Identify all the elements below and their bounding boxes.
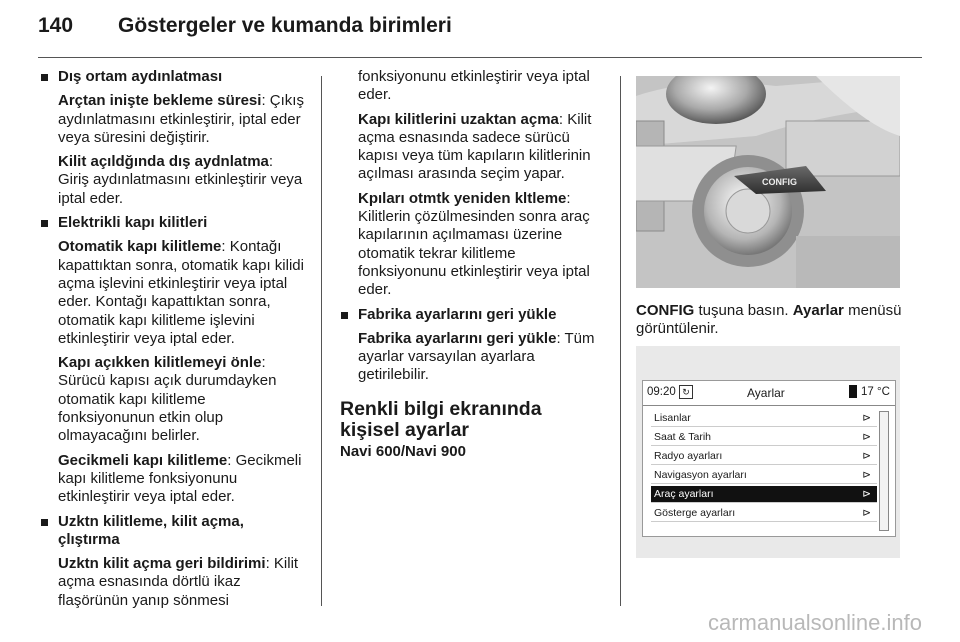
page-title: Göstergeler ve kumanda birimleri: [118, 14, 452, 37]
page-number: 140: [38, 14, 74, 37]
caption-text: menüsü görüntülenir.: [636, 302, 902, 338]
menu-item-label: Radyo ayarları: [654, 450, 723, 462]
header-divider: [38, 57, 922, 58]
photo-caption: [636, 302, 906, 345]
menu-item[interactable]: [651, 448, 877, 465]
temperature: 17 °C: [861, 386, 890, 398]
term: Kpıları otmtk yeniden kltleme: [358, 189, 567, 207]
description: : Kilit açma esnasında sadece sürücü kapısı veya tüm kapıların kilitlerinin açılması arasında seçim yapar.: [358, 110, 592, 183]
section-heading: [40, 68, 306, 86]
paragraph: fonksiyonunu etkinleştirir veya iptal eder.: [358, 68, 590, 104]
subheading: Navi 600/Navi 900: [340, 442, 466, 460]
bullet-square-icon: [41, 74, 48, 81]
menu-item-selected[interactable]: [651, 486, 877, 503]
menu-item-label: Gösterge ayarları: [654, 507, 736, 519]
description: : Gecikmeli kapı kilitleme fonksiyonunu etkinleştirir veya iptal eder.: [58, 451, 302, 506]
menu-item[interactable]: [651, 467, 877, 484]
description: : Kilit açma esnasında dörtlü ikaz flaşörünün yanıp sönmesi: [58, 555, 299, 609]
caption-bold: Ayarlar: [792, 302, 844, 319]
paragraph: [40, 153, 306, 208]
arrow-right-icon: ⊳: [862, 507, 871, 519]
settings-screen-illustration: [636, 346, 900, 558]
section-heading-text: Uzktn kilitleme, kilit açma, çlıştırma: [58, 512, 244, 548]
sync-icon: ↻: [679, 385, 693, 399]
section-heading-text: Fabrika ayarlarını geri yükle: [358, 305, 557, 323]
arrow-right-icon: ⊳: [862, 431, 871, 443]
caption-text: tuşuna basın.: [694, 302, 793, 319]
arrow-right-icon: ⊳: [862, 450, 871, 462]
paragraph: [340, 190, 604, 300]
arrow-right-icon: ⊳: [862, 469, 871, 481]
menu-item-label: Navigasyon ayarları: [654, 469, 747, 481]
scrollbar[interactable]: [879, 411, 889, 531]
bullet-square-icon: [341, 312, 348, 319]
paragraph: [40, 555, 306, 610]
description: : Kontağı kapattıktan sonra, otomatik kapı kilidi açma işlevini etkinleştirir veya iptal eder. Kontağı kapattıktan sonra, otomatik kapı kilitleme işlevini etkinleştirir veya iptal eder.: [58, 238, 304, 347]
watermark: carmanualsonline.info: [707, 610, 922, 635]
term: Kapı kilitlerini uzaktan açma: [358, 110, 559, 128]
column-divider-1: [321, 76, 322, 606]
description: : Çıkış aydınlatmasını etkinleştirir, iptal eder veya süresini değiştirir.: [58, 92, 304, 146]
config-button-photo: [636, 76, 900, 288]
bullet-square-icon: [41, 220, 48, 227]
paragraph: [40, 238, 306, 348]
clock-time: 09:20: [647, 386, 676, 398]
menu-item[interactable]: [651, 429, 877, 446]
section-heading-text: Elektrikli kapı kilitleri: [58, 214, 208, 232]
description: : Tüm ayarlar varsayılan ayarlara getirilebilir.: [358, 329, 595, 384]
term: Uzktn kilit açma geri bildirimi: [58, 555, 266, 573]
paragraph: [340, 111, 604, 184]
thermometer-icon: [849, 385, 857, 398]
menu-item[interactable]: [651, 410, 877, 427]
section-heading-text: Dış ortam aydınlatması: [58, 68, 223, 85]
column-divider-2: [620, 76, 621, 606]
paragraph: [340, 330, 604, 385]
section-title: Renkli bilgi ekranında kişisel ayarlar: [340, 397, 542, 441]
column-2: [340, 68, 604, 461]
description: : Sürücü kapısı açık durumdayken otomatik kapı kilitleme fonksiyonunun etkin olup olmayacağını belirler.: [58, 354, 277, 445]
config-button-label: CONFIG: [762, 177, 797, 187]
dashboard-panel-illustration: [636, 76, 900, 288]
section-heading: [40, 214, 306, 232]
section-heading: [40, 513, 306, 550]
display-screen: [642, 380, 896, 537]
arrow-right-icon: ⊳: [862, 488, 871, 500]
term: Kilit açıldğında dış aydnlatma: [58, 153, 269, 171]
menu-item-label: Lisanlar: [654, 412, 691, 424]
description: : Kilitlerin çözülmesinden sonra araç kapılarının açılmaması üzerine otomatik tekrar kilitleme fonksiyonunu etkinleştirir veya iptal eder.: [358, 189, 590, 299]
term: Arçtan inişte bekleme süresi: [58, 92, 262, 110]
menu-item-label: Araç ayarları: [654, 488, 714, 500]
paragraph: [40, 354, 306, 445]
arrow-right-icon: ⊳: [862, 412, 871, 424]
paragraph: [40, 92, 306, 147]
term: Fabrika ayarlarını geri yükle: [358, 329, 557, 347]
menu-item-label: Saat & Tarih: [654, 431, 712, 443]
caption-bold: CONFIG: [636, 302, 695, 319]
paragraph: [40, 452, 306, 507]
section-heading: [340, 306, 604, 324]
term: Kapı açıkken kilitlemeyi önle: [58, 354, 262, 372]
description: : Giriş aydınlatmasını etkinleştirir veya iptal eder.: [58, 153, 303, 207]
screen-title: Ayarlar: [747, 386, 785, 400]
bullet-square-icon: [41, 519, 48, 526]
status-bar: [643, 381, 895, 406]
column-1: [40, 68, 306, 616]
menu-item[interactable]: [651, 505, 877, 522]
term: Otomatik kapı kilitleme: [58, 238, 222, 256]
term: Gecikmeli kapı kilitleme: [58, 451, 228, 469]
